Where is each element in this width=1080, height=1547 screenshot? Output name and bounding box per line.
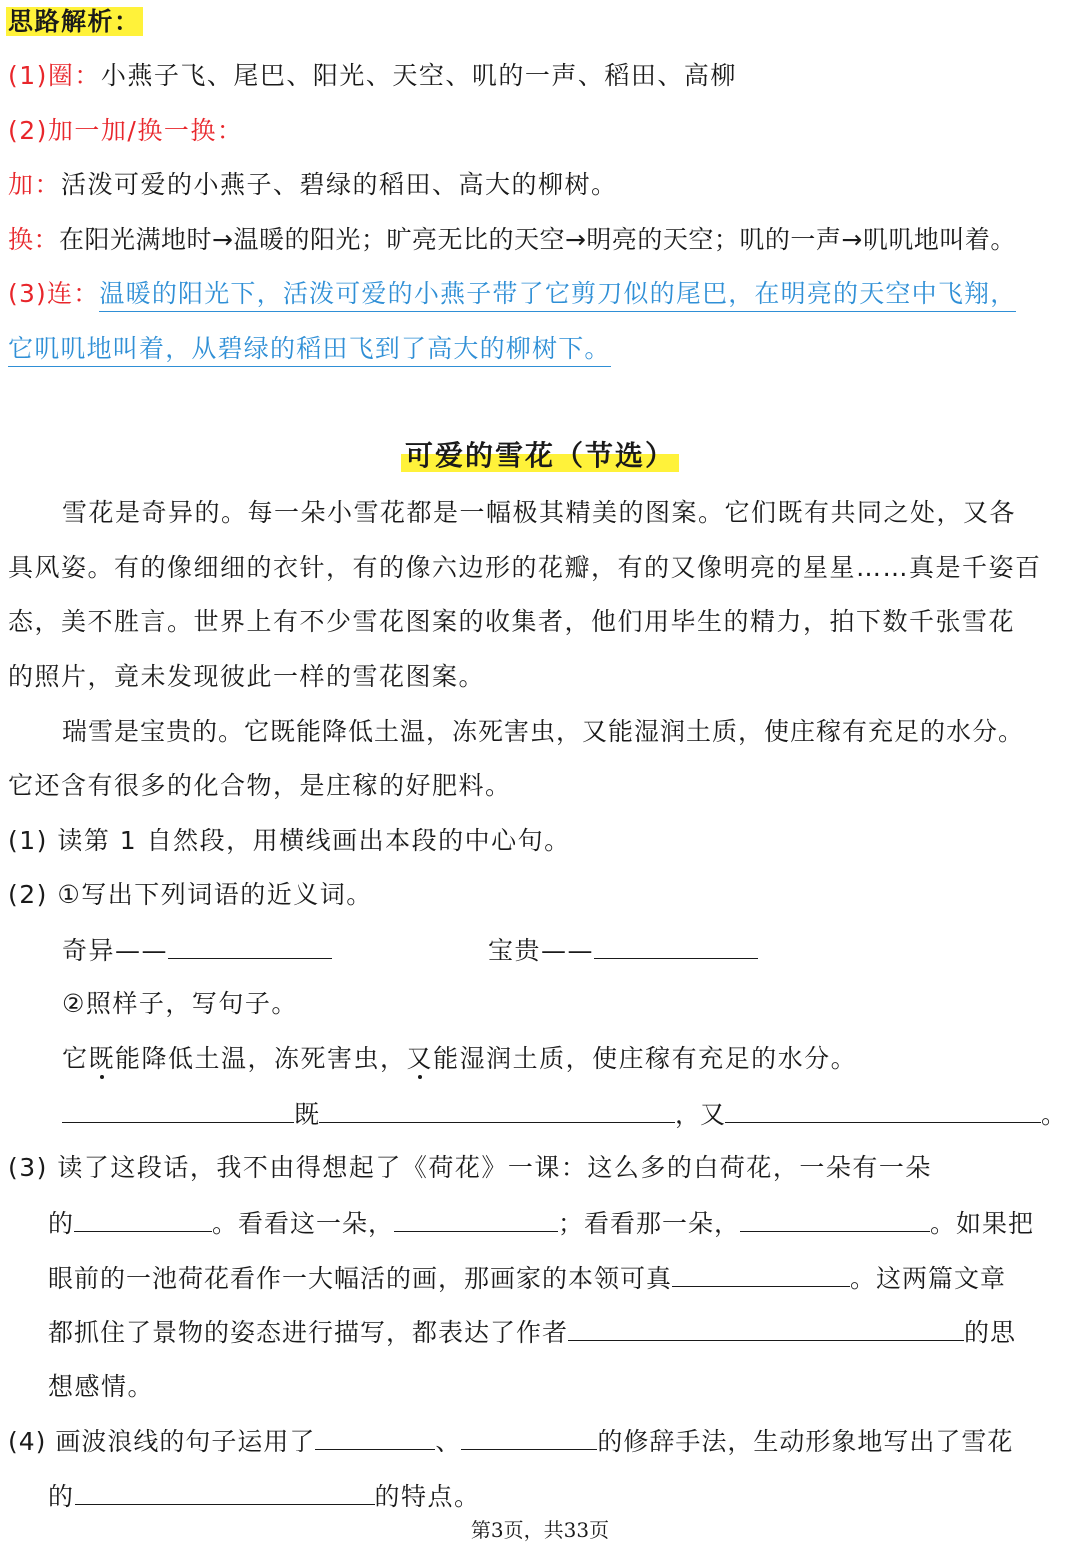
analysis-heading-text: 思路解析： <box>8 7 141 36</box>
q2-word1-blank[interactable] <box>168 932 332 959</box>
q3-l2-a: 的 <box>48 1209 75 1238</box>
question-4-line1 <box>8 1423 1013 1460</box>
q3-blank-3[interactable] <box>740 1205 930 1232</box>
q3-blank-4[interactable] <box>672 1260 850 1287</box>
step3-line1: 温暖的阳光下，活泼可爱的小燕子带了它剪刀似的尾巴，在明亮的天空中飞翔， <box>99 277 1016 312</box>
q2-example-sentence <box>62 1041 857 1077</box>
q3-l2-c: ；看看那一朵， <box>558 1209 741 1238</box>
q3-l2-b: 。看看这一朵， <box>212 1209 395 1238</box>
q3-blank-1[interactable] <box>74 1205 212 1232</box>
analysis-step3-cont <box>8 331 611 367</box>
q3-l4-b: 的思 <box>964 1318 1017 1347</box>
q2-fill-blank-2[interactable] <box>319 1096 675 1123</box>
step3-line2: 它叽叽地叫着，从碧绿的稻田飞到了高大的柳树下。 <box>8 332 611 367</box>
q2-fill-row <box>62 1096 1066 1133</box>
q2-ex-ji: 既 <box>88 1044 116 1073</box>
step1-label: (1)圈： <box>8 61 101 90</box>
analysis-step1 <box>8 58 737 94</box>
q2-word2-blank[interactable] <box>594 932 758 959</box>
q2-word1: 奇异—— <box>62 936 169 965</box>
analysis-step2 <box>8 113 243 149</box>
q2-ex-you: 又 <box>406 1044 434 1073</box>
q2-fill-ji: 既 <box>294 1100 320 1129</box>
question-3-line3 <box>48 1260 1006 1297</box>
passage-title-text: 可爱的雪花（节选） <box>401 439 679 472</box>
analysis-swap <box>8 222 1016 258</box>
q2-fill-end: 。 <box>1041 1100 1067 1129</box>
q2-ex-c: 能湿润土质，使庄稼有充足的水分。 <box>433 1044 858 1073</box>
q2-fill-blank-3[interactable] <box>725 1096 1041 1123</box>
q3-blank-5[interactable] <box>568 1314 964 1341</box>
question-3-line4 <box>48 1314 1016 1351</box>
q4-l1-c: 的修辞手法，生动形象地写出了雪花 <box>597 1427 1014 1456</box>
q3-l3-a: 眼前的一池荷花看作一大幅活的画，那画家的本领可真 <box>48 1264 673 1293</box>
passage-p1-line2: 具风姿。有的像细细的衣针，有的像六边形的花瓣，有的又像明亮的星星……真是千姿百 <box>8 553 1042 582</box>
swap-text: 在阳光满地时→温暖的阳光；旷亮无比的天空→明亮的天空；叽的一声→叽叽地叫着。 <box>59 225 1016 254</box>
passage-p1-line4: 的照片，竟未发现彼此一样的雪花图案。 <box>8 662 486 691</box>
question-3-line5: 想感情。 <box>48 1372 155 1401</box>
analysis-step3 <box>8 276 1016 312</box>
q4-blank-3[interactable] <box>75 1478 375 1505</box>
q3-l4-a: 都抓住了景物的姿态进行描写，都表达了作者 <box>48 1318 569 1347</box>
q2-synonym-row <box>62 932 332 969</box>
q2-fill-blank-1[interactable] <box>62 1096 294 1123</box>
q3-l3-b: 。这两篇文章 <box>850 1264 1007 1293</box>
q4-blank-1[interactable] <box>315 1423 435 1450</box>
step3-label: (3)连： <box>8 279 100 308</box>
q2-word2: 宝贵—— <box>488 936 595 965</box>
question-1: (1) 读第 1 自然段，用横线画出本段的中心句。 <box>8 826 571 855</box>
passage-p1-line3: 态，美不胜言。世界上有不少雪花图案的收集者，他们用毕生的精力，拍下数千张雪花 <box>8 607 1016 636</box>
q4-l2-b: 的特点。 <box>374 1482 481 1511</box>
passage-p2-line2: 它还含有很多的化合物，是庄稼的好肥料。 <box>8 771 512 800</box>
q2-fill-comma: ， <box>675 1100 701 1129</box>
question-2-title: (2) ①写出下列词语的近义词。 <box>8 880 373 909</box>
q2-ex-b: 能降低土温，冻死害虫， <box>115 1044 407 1073</box>
q2-synonym-row-2 <box>488 932 758 969</box>
q4-l1-a: (4) 画波浪线的句子运用了 <box>8 1427 316 1456</box>
q4-l2-a: 的 <box>48 1482 75 1511</box>
q4-blank-2[interactable] <box>461 1423 597 1450</box>
q2-fill-you: 又 <box>700 1100 726 1129</box>
q3-l2-d: 。如果把 <box>930 1209 1035 1238</box>
q4-l1-b: 、 <box>435 1427 462 1456</box>
analysis-add <box>8 167 618 203</box>
question-4-line2 <box>48 1478 481 1515</box>
question-3-line1: (3) 读了这段话，我不由得想起了《荷花》一课：这么多的白荷花，一朵有一朵 <box>8 1153 932 1182</box>
add-label: 加： <box>8 170 62 199</box>
passage-p1-line1: 雪花是奇异的。每一朵小雪花都是一幅极其精美的图案。它们既有共同之处，又各 <box>62 498 1017 527</box>
add-text: 活泼可爱的小燕子、碧绿的稻田、高大的柳树。 <box>61 170 618 199</box>
passage-title <box>0 436 1080 476</box>
question-3-line2 <box>48 1205 1034 1242</box>
step1-text: 小燕子飞、尾巴、阳光、天空、叽的一声、稻田、高柳 <box>100 61 737 90</box>
step2-label: (2)加一加/换一换： <box>8 116 244 145</box>
q3-blank-2[interactable] <box>394 1205 558 1232</box>
q2-sub2: ②照样子，写句子。 <box>62 989 298 1018</box>
passage-p2-line1: 瑞雪是宝贵的。它既能降低土温，冻死害虫，又能湿润土质，使庄稼有充足的水分。 <box>62 717 1025 746</box>
swap-label: 换： <box>8 225 60 254</box>
page-footer: 第3页，共33页 <box>470 1518 610 1542</box>
q2-ex-a: 它 <box>62 1044 89 1073</box>
analysis-heading <box>6 4 143 40</box>
